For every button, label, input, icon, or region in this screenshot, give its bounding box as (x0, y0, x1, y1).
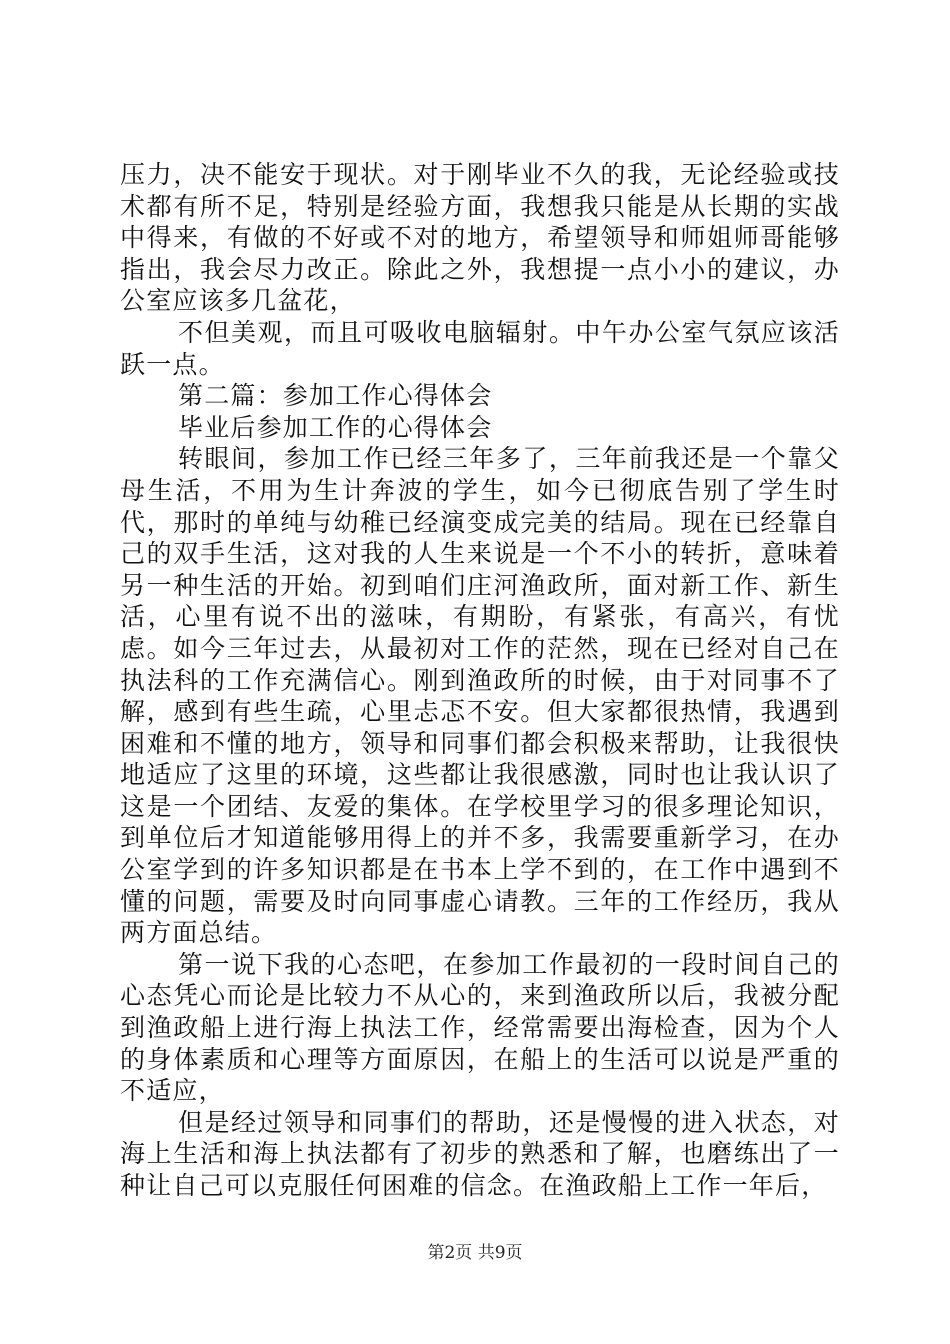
paragraph-5: 转眼间，参加工作已经三年多了，三年前我还是一个靠父母生活，不用为生计奔波的学生，如今已彻底告别了学生时代，那时的单纯与幼稚已经演变成完美的结局。现在已经靠自己的双手生活，这对我的人生来说是一个不小的转折，意味着另一种生活的开始。初到咱们庄河渔政所，面对新工作、新生活，心里有说不出的滋味，有期盼，有紧张，有高兴，有忧虑。如今三年过去，从最初对工作的茫然，现在已经对自己在执法科的工作充满信心。刚到渔政所的时候，由于对同事不了解，感到有些生疏，心里忐忑不安。但大家都很热情，我遇到困难和不懂的地方，领导和同事们都会积极来帮助，让我很快地适应了这里的环境，这些都让我很感激，同时也让我认识了这是一个团结、友爱的集体。在学校里学习的很多理论知识，到单位后才知道能够用得上的并不多，我需要重新学习，在办公室学到的许多知识都是在书本上学不到的，在工作中遇到不懂的问题，需要及时向同事虚心请教。三年的工作经历，我从两方面总结。 (120, 444, 840, 948)
paragraph-6: 第一说下我的心态吧，在参加工作最初的一段时间自己的心态凭心而论是比较力不从心的，来到渔政所以后，我被分配到渔政船上进行海上执法工作，经常需要出海检查，因为个人的身体素质和心理等方面原因，在船上的生活可以说是严重的不适应， (120, 949, 840, 1106)
paragraph-7: 但是经过领导和同事们的帮助，还是慢慢的进入状态，对海上生活和海上执法都有了初步的熟悉和了解，也磨练出了一种让自己可以克服任何困难的信念。在渔政船上工作一年后， (120, 1107, 840, 1200)
paragraph-1: 压力，决不能安于现状。对于刚毕业不久的我，无论经验或技术都有所不足，特别是经验方面，我想我只能是从长期的实战中得来，有做的不好或不对的地方，希望领导和师姐师哥能够指出，我会尽力改正。除此之外，我想提一点小小的建议，办公室应该多几盆花， (120, 160, 840, 316)
section-subtitle: 毕业后参加工作的心得体会 (178, 412, 493, 442)
paragraph-2: 不但美观，而且可吸收电脑辐射。中午办公室气氛应该活跃一点。 (120, 317, 840, 379)
body-text (120, 159, 840, 1202)
page-footer: 第2页 共9页 (427, 1243, 523, 1263)
section-heading: 第二篇：参加工作心得体会 (178, 381, 493, 411)
